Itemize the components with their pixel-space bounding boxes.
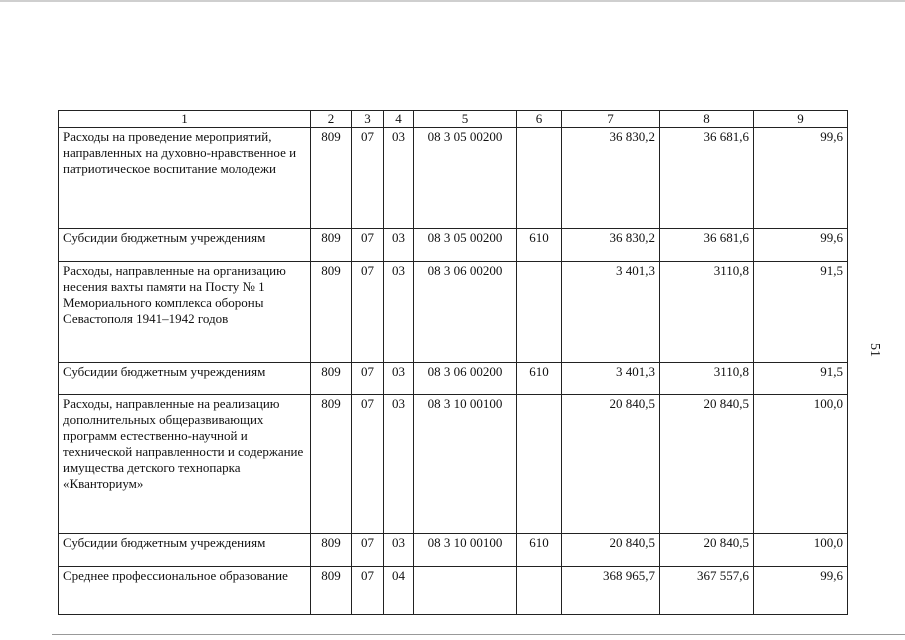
row-value-8: 3110,8 [660,363,754,395]
page-bottom-edge [52,634,905,635]
row-expense-type [517,567,562,615]
row-value-7: 3 401,3 [562,363,660,395]
column-header: 7 [562,111,660,128]
row-target-item [414,567,517,615]
row-section: 07 [352,229,384,262]
column-header: 8 [660,111,754,128]
column-header: 2 [311,111,352,128]
row-target-item: 08 3 10 00100 [414,534,517,567]
row-target-item: 08 3 05 00200 [414,229,517,262]
column-header: 5 [414,111,517,128]
row-value-9: 100,0 [754,534,848,567]
row-section: 07 [352,363,384,395]
row-code: 809 [311,567,352,615]
column-header: 9 [754,111,848,128]
page-top-edge [0,0,905,2]
column-header: 1 [59,111,311,128]
table-row [59,395,848,534]
row-name: Субсидии бюджетным учреждениям [59,229,311,262]
row-section: 07 [352,128,384,229]
row-expense-type: 610 [517,229,562,262]
row-value-9: 99,6 [754,567,848,615]
row-name: Субсидии бюджетным учреждениям [59,534,311,567]
row-section: 07 [352,262,384,363]
row-code: 809 [311,395,352,534]
table-row [59,567,848,615]
row-expense-type [517,262,562,363]
row-value-7: 36 830,2 [562,229,660,262]
row-expense-type: 610 [517,363,562,395]
row-name: Субсидии бюджетным учреждениям [59,363,311,395]
table-row [59,128,848,229]
row-code: 809 [311,262,352,363]
row-target-item: 08 3 06 00200 [414,262,517,363]
row-value-8: 20 840,5 [660,534,754,567]
row-value-8: 36 681,6 [660,128,754,229]
row-subsection: 03 [384,395,414,534]
column-header: 4 [384,111,414,128]
budget-table [58,110,848,615]
row-code: 809 [311,128,352,229]
row-subsection: 03 [384,128,414,229]
row-subsection: 03 [384,363,414,395]
table-header-row [59,111,848,128]
row-target-item: 08 3 05 00200 [414,128,517,229]
row-value-9: 100,0 [754,395,848,534]
row-value-7: 20 840,5 [562,395,660,534]
row-target-item: 08 3 06 00200 [414,363,517,395]
table-row [59,229,848,262]
row-subsection: 04 [384,567,414,615]
row-section: 07 [352,567,384,615]
row-section: 07 [352,534,384,567]
row-value-7: 368 965,7 [562,567,660,615]
row-subsection: 03 [384,229,414,262]
page-number: 51 [867,343,882,357]
row-name: Расходы, направленные на реализацию дополнительных общеразвивающих программ естественно-научной и технической направленности и содержание имущества детского технопарка «Кванториум» [59,395,311,534]
row-section: 07 [352,395,384,534]
row-name: Расходы на проведение мероприятий, направленных на духовно-нравственное и патриотическое воспитание молодежи [59,128,311,229]
row-subsection: 03 [384,534,414,567]
row-value-9: 91,5 [754,363,848,395]
row-code: 809 [311,229,352,262]
row-code: 809 [311,363,352,395]
row-value-8: 3110,8 [660,262,754,363]
row-subsection: 03 [384,262,414,363]
row-name: Среднее профессиональное образование [59,567,311,615]
row-value-9: 99,6 [754,229,848,262]
row-code: 809 [311,534,352,567]
table-row [59,534,848,567]
row-value-8: 20 840,5 [660,395,754,534]
row-value-8: 36 681,6 [660,229,754,262]
row-value-9: 91,5 [754,262,848,363]
row-value-7: 20 840,5 [562,534,660,567]
row-value-7: 3 401,3 [562,262,660,363]
row-target-item: 08 3 10 00100 [414,395,517,534]
row-name: Расходы, направленные на организацию несения вахты памяти на Посту № 1 Мемориального комплекса обороны Севастополя 1941–1942 годов [59,262,311,363]
row-value-8: 367 557,6 [660,567,754,615]
column-header: 3 [352,111,384,128]
row-value-9: 99,6 [754,128,848,229]
row-value-7: 36 830,2 [562,128,660,229]
row-expense-type [517,395,562,534]
column-header: 6 [517,111,562,128]
table-row [59,363,848,395]
row-expense-type [517,128,562,229]
table-row [59,262,848,363]
row-expense-type: 610 [517,534,562,567]
